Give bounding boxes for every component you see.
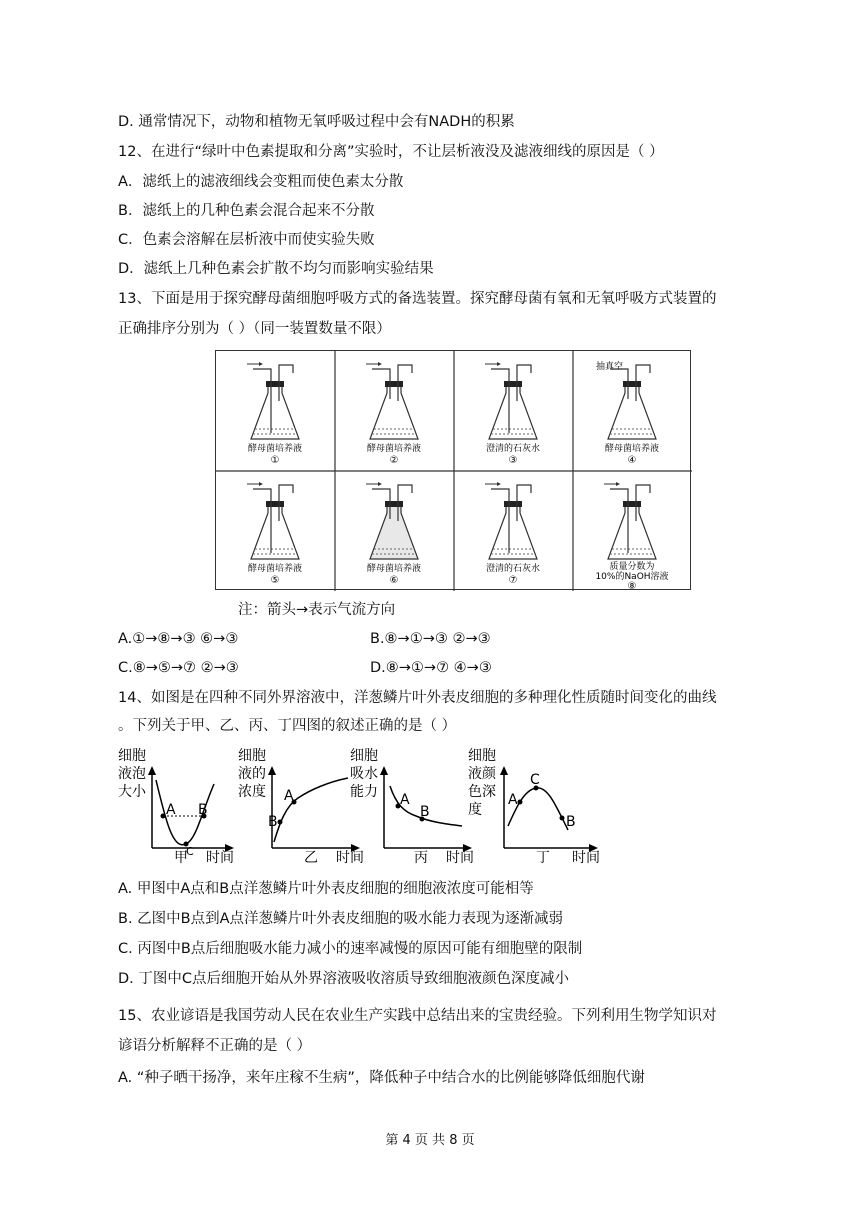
q13-option-d: D.⑧→①→⑦ ④→③: [370, 660, 492, 676]
y-label-ding-2: 液颜: [468, 766, 496, 782]
graph-bing: [350, 742, 480, 867]
x-label-bing: 时间: [446, 850, 474, 866]
y-label-yi-1: 细胞: [238, 748, 266, 764]
question-12: 12、在进行“绿叶中色素提取和分离”实验时，不让层析液没及滤液细线的原因是（ ）: [118, 144, 664, 160]
point-a-ding: A: [508, 792, 518, 808]
point-b-bing: B: [420, 804, 430, 820]
q15-option-a: A. “种子晒干扬净，来年庄稼不生病”，降低种子中结合水的比例能够降低细胞代谢: [118, 1070, 645, 1086]
apparatus-number: ②: [389, 455, 399, 466]
apparatus-label: 酵母菌培养液: [247, 564, 303, 574]
apparatus-number: ⑥: [389, 575, 399, 586]
y-label-ding-4: 度: [468, 802, 482, 818]
question-15-line1: 15、农业谚语是我国劳动人民在农业生产实践中总结出来的宝贵经验。下列利用生物学知识对: [118, 1008, 717, 1024]
q14-option-d: D. 丁图中C点后细胞开始从外界溶液吸收溶质导致细胞液颜色深度减小: [118, 971, 570, 987]
graph-name-yi: 乙: [304, 850, 318, 866]
apparatus-8: [595, 482, 668, 591]
question-14-line2: 。下列关于甲、乙、丙、丁四图的叙述正确的是（ ）: [118, 718, 457, 734]
point-c-jia: C: [186, 845, 194, 858]
point-c-ding: C: [530, 772, 540, 788]
apparatus-number: ①: [270, 455, 280, 466]
apparatus-2: [366, 362, 421, 466]
apparatus-label: 酵母菌培养液: [604, 444, 660, 454]
page-footer: 第 4 页 共 8 页: [385, 1133, 475, 1148]
graph-name-bing: 丙: [414, 850, 428, 866]
y-label-yi-2: 液的: [238, 766, 266, 782]
apparatus-label: 酵母菌培养液: [247, 444, 303, 454]
apparatus-number: ⑦: [508, 575, 518, 586]
y-label-jia-1: 细胞: [118, 748, 146, 764]
apparatus-5: [247, 482, 302, 586]
point-a-jia: A: [166, 802, 176, 818]
q14-option-c: C. 丙图中B点后细胞吸水能力减小的速率减慢的原因可能有细胞壁的限制: [118, 941, 583, 957]
graph-yi: [238, 742, 366, 867]
q14-option-a: A. 甲图中A点和B点洋葱鳞片叶外表皮细胞的细胞液浓度可能相等: [118, 881, 534, 897]
apparatus-number: ④: [627, 455, 637, 466]
question-15-line2: 谚语分析解释不正确的是（ ）: [118, 1038, 312, 1054]
graph-name-ding: 丁: [536, 850, 550, 866]
x-label-yi: 时间: [336, 850, 364, 866]
apparatus-number: ⑧: [627, 581, 637, 591]
apparatus-label: 澄清的石灰水: [485, 564, 541, 574]
question-13-line2: 正确排序分别为（ ）（同一装置数量不限）: [118, 321, 391, 337]
question-14-line1: 14、如图是在四种不同外界溶液中，洋葱鳞片叶外表皮细胞的多种理化性质随时间变化的曲线: [118, 690, 717, 706]
point-b-yi: B: [268, 814, 278, 830]
question-13-line1: 13、下面是用于探究酵母菌细胞呼吸方式的备选装置。探究酵母菌有氧和无氧呼吸方式装置的: [118, 291, 717, 307]
apparatus-figure: [215, 350, 691, 590]
apparatus-label-2: 10%的NaOH溶液: [595, 572, 669, 582]
point-b-ding: B: [566, 814, 576, 830]
q12-option-c: C．色素会溶解在层析液中而使实验失败: [118, 232, 375, 248]
x-label-jia: 时间: [206, 850, 234, 866]
vacuum-label: 抽真空: [596, 362, 624, 372]
q12-option-a: A．滤纸上的滤液细线会变粗而使色素太分散: [118, 174, 404, 190]
q12-option-b: B．滤纸上的几种色素会混合起来不分散: [118, 203, 375, 219]
x-label-ding: 时间: [572, 850, 600, 866]
point-b-jia: B: [198, 802, 208, 818]
graph-jia: [118, 742, 238, 867]
q13-option-c: C.⑧→⑤→⑦ ②→③: [118, 660, 239, 676]
point-a-bing: A: [400, 792, 410, 808]
apparatus-number: ⑤: [270, 575, 280, 586]
apparatus-7: [485, 482, 540, 586]
y-label-bing-3: 能力: [350, 784, 378, 800]
y-label-ding-3: 色深: [468, 784, 496, 800]
y-label-bing-2: 吸水: [350, 766, 378, 782]
apparatus-4: [596, 360, 659, 466]
apparatus-label: 澄清的石灰水: [485, 444, 541, 454]
line-d: D. 通常情况下，动物和植物无氧呼吸过程中会有NADH的积累: [118, 114, 515, 130]
apparatus-label: 质量分数为: [609, 562, 655, 572]
graph-ding: [468, 742, 608, 867]
apparatus-label: 酵母菌培养液: [366, 564, 422, 574]
apparatus-3: [485, 362, 540, 466]
apparatus-grid: [216, 351, 692, 591]
y-label-yi-3: 浓度: [238, 784, 266, 800]
apparatus-number: ③: [508, 455, 518, 466]
y-label-jia-3: 大小: [118, 784, 146, 800]
apparatus-label: 酵母菌培养液: [366, 444, 422, 454]
y-label-bing-1: 细胞: [350, 748, 378, 764]
y-label-jia-2: 液泡: [118, 766, 146, 782]
apparatus-6: [366, 482, 421, 586]
q14-option-b: B. 乙图中B点到A点洋葱鳞片叶外表皮细胞的吸水能力表现为逐渐减弱: [118, 911, 564, 927]
q13-option-b: B.⑧→①→③ ②→③: [370, 631, 491, 647]
apparatus-1: [247, 362, 302, 466]
y-label-ding-1: 细胞: [468, 748, 496, 764]
q12-option-d: D．滤纸上几种色素会扩散不均匀而影响实验结果: [118, 261, 434, 277]
graph-name-jia: 甲: [174, 850, 188, 866]
figure-note: 注：箭头→表示气流方向: [238, 602, 396, 618]
q13-option-a: A.①→⑧→③ ⑥→③: [118, 631, 239, 647]
point-a-yi: A: [284, 788, 294, 804]
